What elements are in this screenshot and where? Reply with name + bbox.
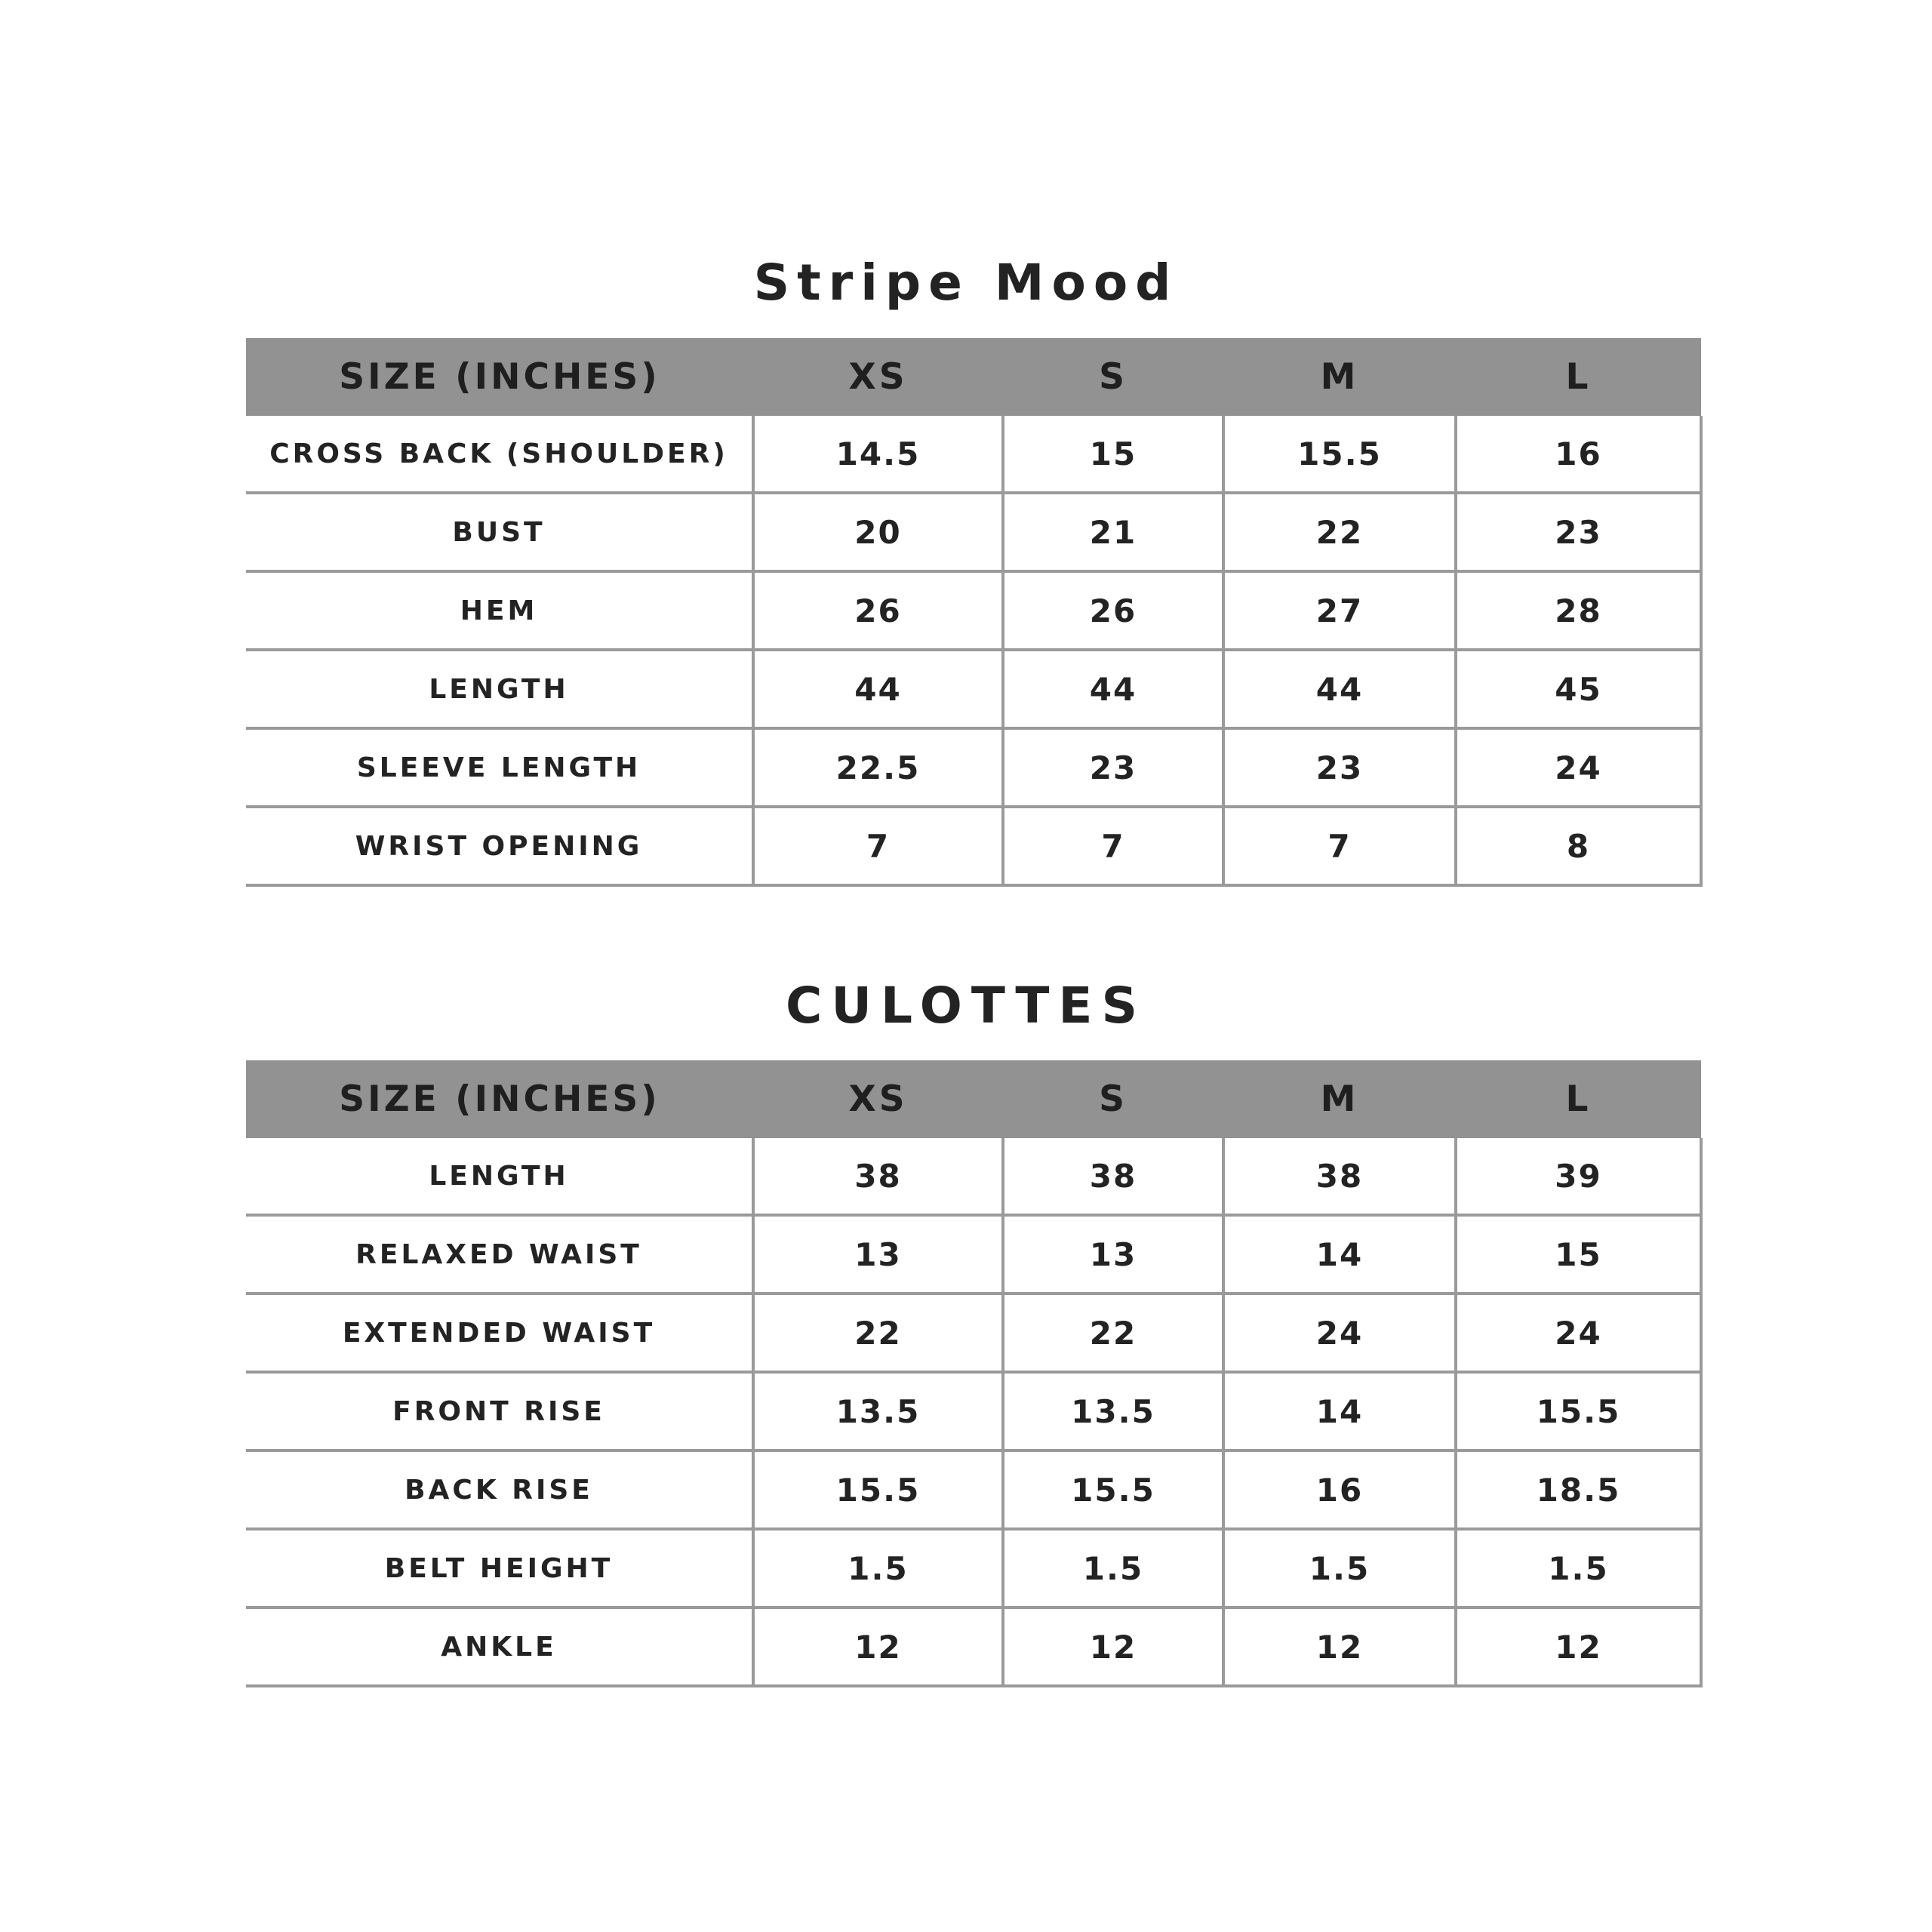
measurement-value-l: 15	[1456, 1215, 1701, 1294]
table-row	[246, 1372, 1701, 1451]
measurement-label: EXTENDED WAIST	[246, 1294, 753, 1372]
header-size-s: S	[1003, 338, 1223, 416]
measurement-label: LENGTH	[246, 650, 753, 728]
header-size-l: L	[1456, 1060, 1701, 1138]
measurement-value-xs: 15.5	[753, 1451, 1003, 1529]
measurement-value-m: 7	[1223, 807, 1456, 885]
header-size-m: M	[1223, 1060, 1456, 1138]
measurement-label: HEM	[246, 571, 753, 650]
table-row	[246, 416, 1701, 493]
measurement-value-s: 21	[1003, 493, 1223, 571]
measurement-value-xs: 20	[753, 493, 1003, 571]
measurement-label: RELAXED WAIST	[246, 1215, 753, 1294]
table-row	[246, 493, 1701, 571]
culottes-size-table	[246, 1060, 1703, 1687]
measurement-value-m: 44	[1223, 650, 1456, 728]
header-size-label: SIZE (INCHES)	[246, 1060, 753, 1138]
measurement-value-l: 45	[1456, 650, 1701, 728]
measurement-value-m: 27	[1223, 571, 1456, 650]
measurement-value-s: 22	[1003, 1294, 1223, 1372]
measurement-value-xs: 13.5	[753, 1372, 1003, 1451]
measurement-label: BELT HEIGHT	[246, 1529, 753, 1607]
measurement-label: LENGTH	[246, 1138, 753, 1215]
stripe-mood-title: Stripe Mood	[753, 254, 1179, 312]
table-row	[246, 728, 1701, 807]
measurement-value-m: 1.5	[1223, 1529, 1456, 1607]
table-row	[246, 650, 1701, 728]
header-size-xs: XS	[753, 1060, 1003, 1138]
measurement-value-s: 44	[1003, 650, 1223, 728]
measurement-value-m: 15.5	[1223, 416, 1456, 493]
measurement-label: BACK RISE	[246, 1451, 753, 1529]
table-header-row	[246, 338, 1701, 416]
measurement-value-m: 12	[1223, 1607, 1456, 1686]
measurement-value-xs: 1.5	[753, 1529, 1003, 1607]
measurement-value-xs: 7	[753, 807, 1003, 885]
measurement-value-m: 38	[1223, 1138, 1456, 1215]
measurement-value-l: 1.5	[1456, 1529, 1701, 1607]
measurement-label: SLEEVE LENGTH	[246, 728, 753, 807]
measurement-value-xs: 13	[753, 1215, 1003, 1294]
header-size-m: M	[1223, 338, 1456, 416]
table-row	[246, 1294, 1701, 1372]
measurement-label: FRONT RISE	[246, 1372, 753, 1451]
header-size-l: L	[1456, 338, 1701, 416]
measurement-value-xs: 44	[753, 650, 1003, 728]
measurement-value-s: 26	[1003, 571, 1223, 650]
measurement-value-s: 12	[1003, 1607, 1223, 1686]
header-size-xs: XS	[753, 338, 1003, 416]
measurement-value-l: 18.5	[1456, 1451, 1701, 1529]
measurement-value-l: 24	[1456, 1294, 1701, 1372]
measurement-value-l: 24	[1456, 728, 1701, 807]
measurement-value-s: 13	[1003, 1215, 1223, 1294]
measurement-value-xs: 12	[753, 1607, 1003, 1686]
measurement-value-l: 28	[1456, 571, 1701, 650]
table-row	[246, 1138, 1701, 1215]
measurement-label: BUST	[246, 493, 753, 571]
measurement-value-s: 38	[1003, 1138, 1223, 1215]
table-row	[246, 1215, 1701, 1294]
measurement-value-l: 39	[1456, 1138, 1701, 1215]
table-row	[246, 807, 1701, 885]
measurement-value-xs: 14.5	[753, 416, 1003, 493]
measurement-value-xs: 26	[753, 571, 1003, 650]
table-row	[246, 1607, 1701, 1686]
measurement-value-m: 23	[1223, 728, 1456, 807]
measurement-value-m: 14	[1223, 1372, 1456, 1451]
measurement-value-s: 7	[1003, 807, 1223, 885]
measurement-value-m: 24	[1223, 1294, 1456, 1372]
measurement-value-s: 13.5	[1003, 1372, 1223, 1451]
table-header-row	[246, 1060, 1701, 1138]
header-size-s: S	[1003, 1060, 1223, 1138]
measurement-value-l: 16	[1456, 416, 1701, 493]
header-size-label: SIZE (INCHES)	[246, 338, 753, 416]
measurement-value-xs: 22.5	[753, 728, 1003, 807]
table-row	[246, 571, 1701, 650]
measurement-label: CROSS BACK (SHOULDER)	[246, 416, 753, 493]
measurement-value-m: 14	[1223, 1215, 1456, 1294]
measurement-value-s: 23	[1003, 728, 1223, 807]
measurement-value-s: 1.5	[1003, 1529, 1223, 1607]
measurement-value-xs: 38	[753, 1138, 1003, 1215]
measurement-label: ANKLE	[246, 1607, 753, 1686]
measurement-value-m: 22	[1223, 493, 1456, 571]
culottes-title: CULOTTES	[785, 977, 1146, 1035]
table-row	[246, 1529, 1701, 1607]
measurement-value-m: 16	[1223, 1451, 1456, 1529]
measurement-value-xs: 22	[753, 1294, 1003, 1372]
measurement-value-s: 15.5	[1003, 1451, 1223, 1529]
measurement-value-l: 8	[1456, 807, 1701, 885]
measurement-value-l: 23	[1456, 493, 1701, 571]
measurement-value-l: 15.5	[1456, 1372, 1701, 1451]
measurement-label: WRIST OPENING	[246, 807, 753, 885]
table-row	[246, 1451, 1701, 1529]
measurement-value-l: 12	[1456, 1607, 1701, 1686]
measurement-value-s: 15	[1003, 416, 1223, 493]
stripe-mood-size-table	[246, 338, 1703, 887]
